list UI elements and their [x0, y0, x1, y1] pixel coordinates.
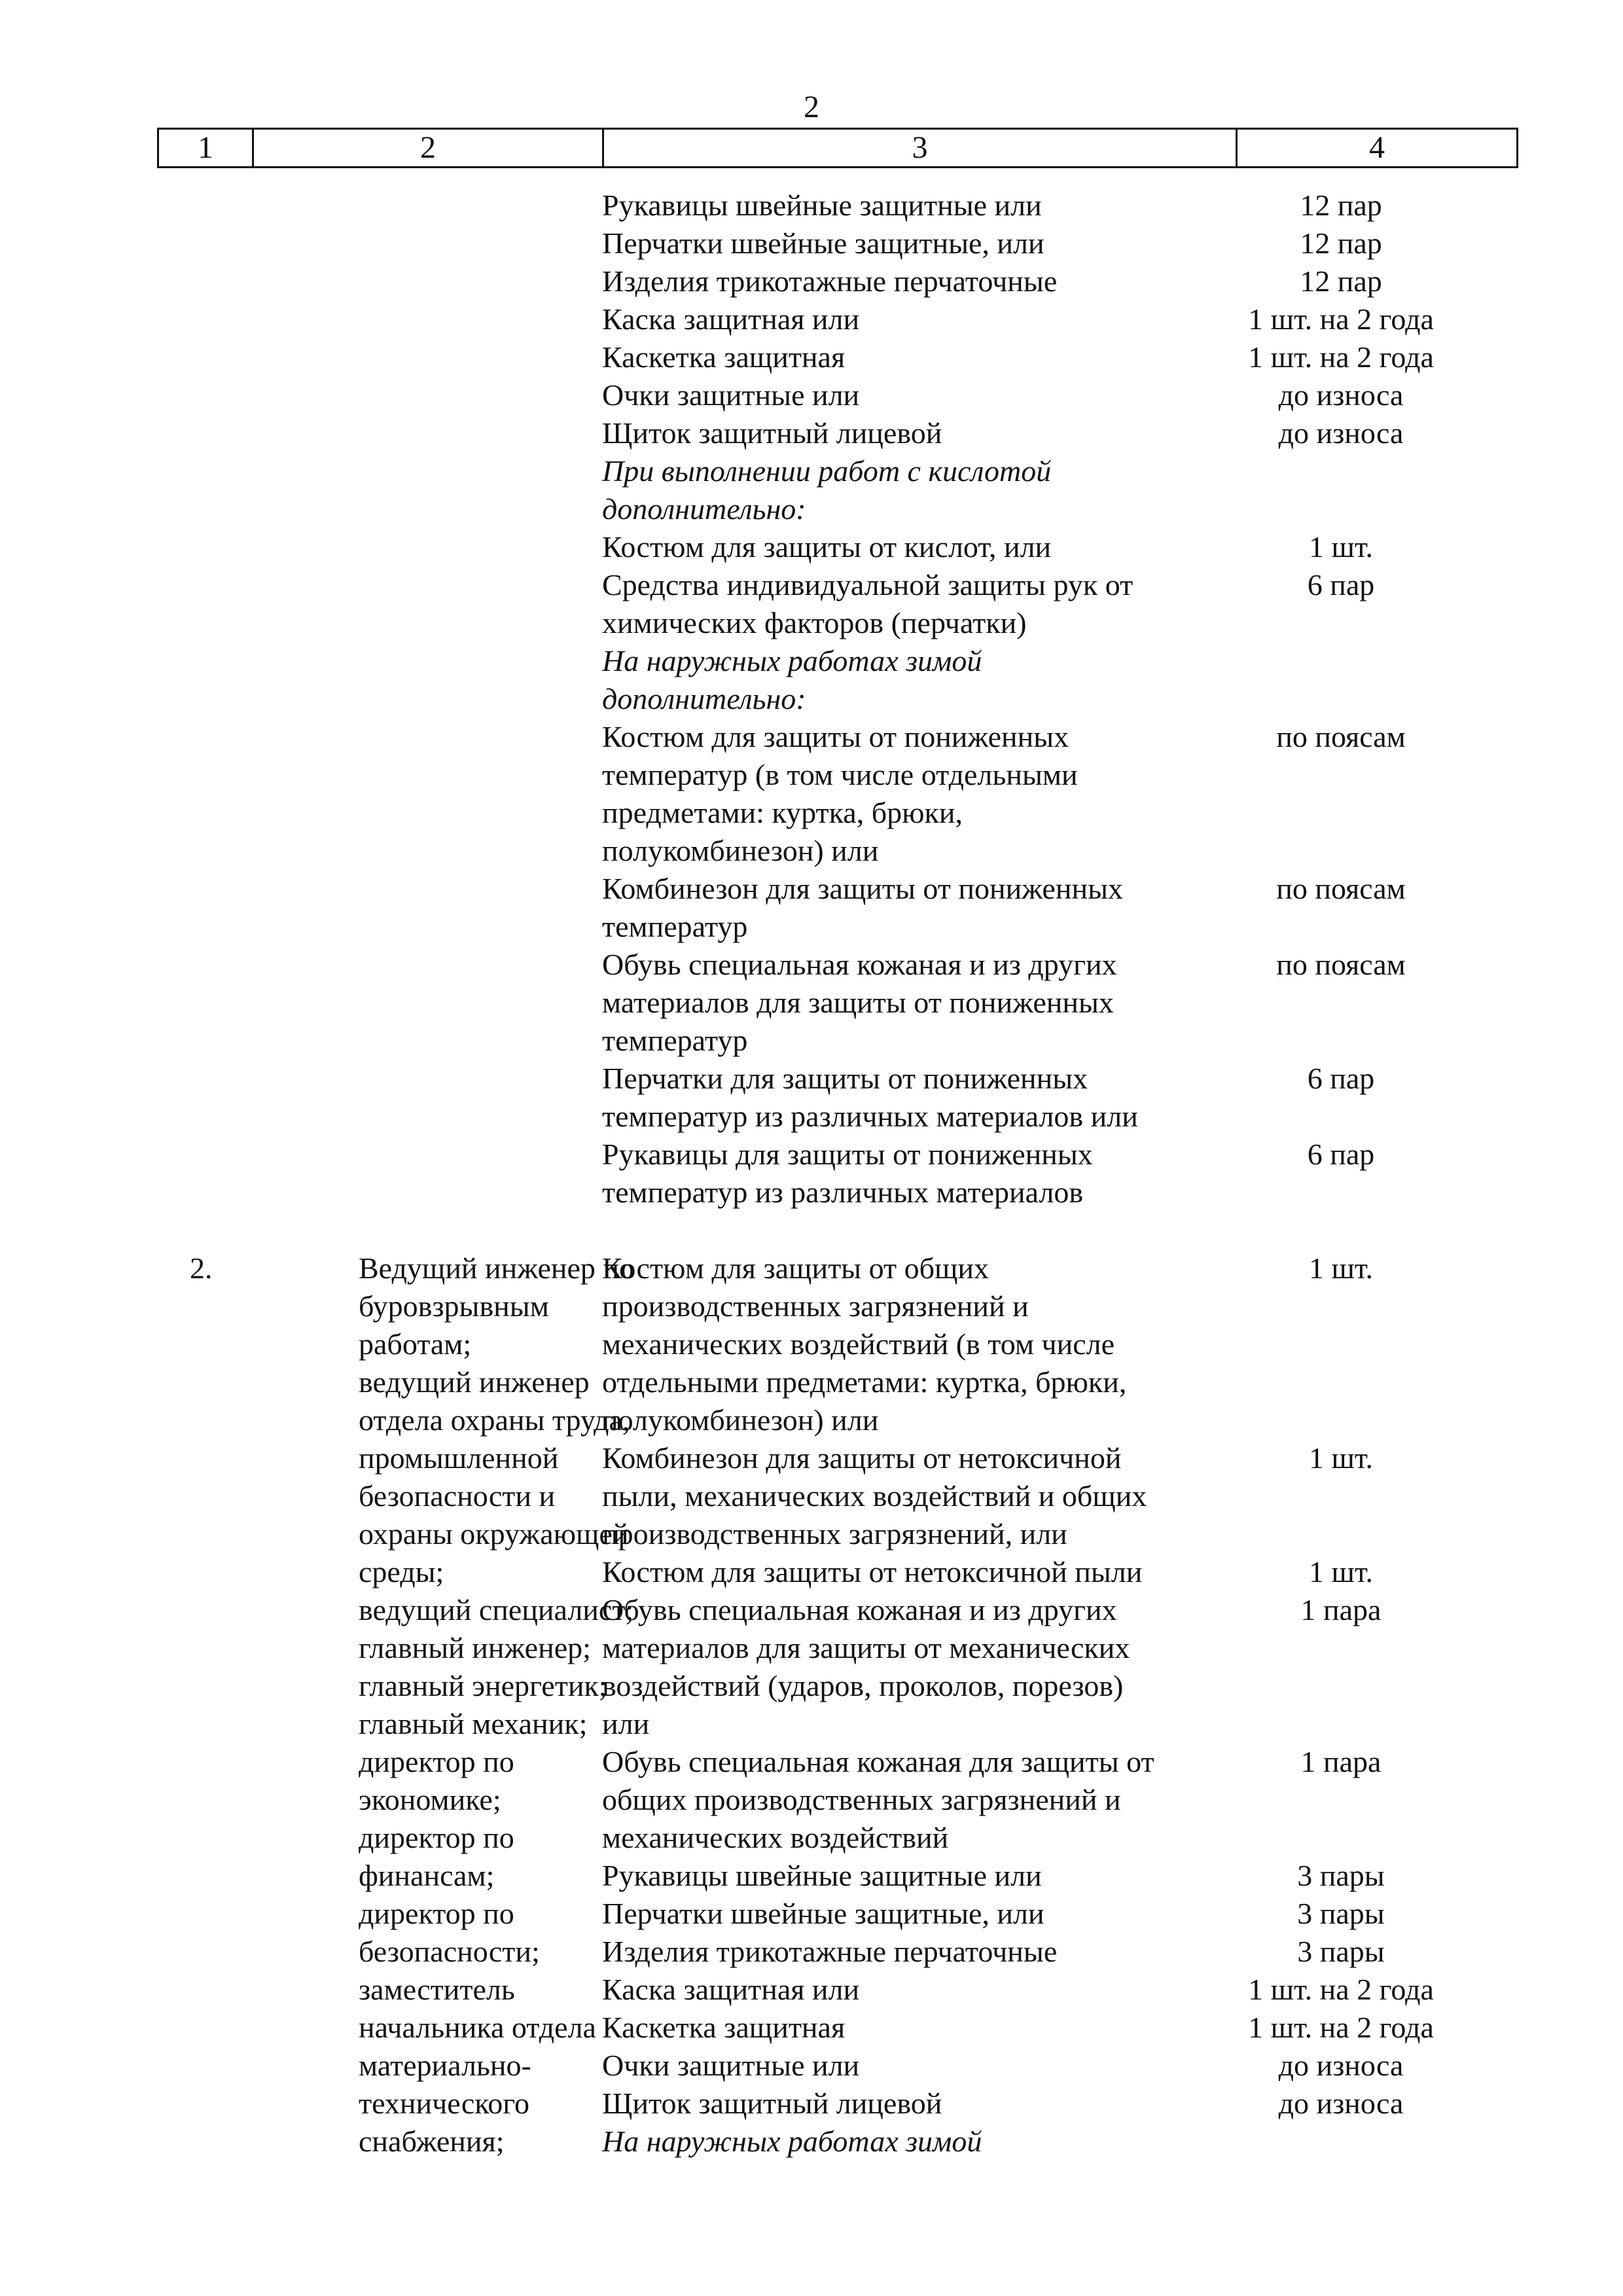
item-line: Комбинезон для защиты от нетоксичной — [602, 1441, 1122, 1475]
header-col-3: 3 — [604, 130, 1238, 166]
item-name — [602, 528, 1236, 566]
position-line: работам; — [359, 1327, 472, 1361]
item-line: Костюм для защиты от кислот, или — [602, 530, 1052, 564]
ppe-item — [602, 870, 1518, 946]
item-line: Костюм для защиты от пониженных — [602, 720, 1069, 753]
item-norm: 3 пары — [1297, 1897, 1385, 1930]
item-line: или — [602, 1707, 650, 1740]
item-line: температур из различных материалов или — [602, 1100, 1138, 1133]
item-norm: до износа — [1278, 2049, 1404, 2082]
item-name — [602, 1249, 1236, 1439]
ppe-item — [602, 2085, 1518, 2123]
ppe-item — [602, 2009, 1518, 2047]
item-line: Щиток защитный лицевой — [602, 2087, 942, 2120]
item-norm: по поясам — [1276, 720, 1406, 753]
item-norm: 1 шт. — [1308, 1555, 1374, 1588]
ppe-item — [602, 1136, 1518, 1211]
ppe-item — [602, 946, 1518, 1060]
item-name — [602, 566, 1236, 642]
subheading-line: На наружных работах зимой — [602, 644, 982, 677]
section-2-items — [602, 1249, 1518, 2161]
ppe-item — [602, 1553, 1518, 1591]
position-line: директор по — [359, 1821, 514, 1854]
item-name — [602, 1136, 1236, 1211]
ppe-item — [602, 1857, 1518, 1895]
item-name — [602, 1553, 1236, 1591]
subheading-line: дополнительно: — [602, 492, 806, 526]
page-number: 2 — [804, 90, 819, 124]
subheading-line: На наружных работах зимой — [602, 2125, 982, 2158]
item-line: механических воздействий (в том числе — [602, 1327, 1115, 1361]
section-1-wrap — [602, 187, 1518, 1211]
item-line: Каскетка защитная — [602, 2011, 846, 2044]
item-name — [602, 376, 1236, 414]
item-norm: 1 шт. на 2 года — [1248, 1973, 1434, 2006]
item-name — [602, 338, 1236, 376]
ppe-item — [602, 300, 1518, 338]
ppe-item — [602, 1249, 1518, 1439]
item-name — [602, 262, 1236, 300]
item-name — [602, 1933, 1236, 1971]
item-name — [602, 1439, 1236, 1553]
item-line: производственных загрязнений и — [602, 1289, 1029, 1323]
item-name — [602, 452, 1236, 528]
ppe-item — [602, 2047, 1518, 2085]
item-name — [602, 2047, 1236, 2085]
position-line: ведущий инженер — [359, 1365, 590, 1399]
section-1-items — [157, 187, 1518, 1211]
item-name — [602, 1591, 1236, 1743]
item-line: Щиток защитный лицевой — [602, 416, 942, 450]
position-line: директор по — [359, 1745, 514, 1778]
ppe-item — [602, 262, 1518, 300]
item-norm — [1236, 452, 1518, 528]
item-line: Костюм для защиты от нетоксичной пыли — [602, 1555, 1143, 1588]
item-norm: 1 шт. на 2 года — [1248, 302, 1434, 336]
ppe-item — [602, 1060, 1518, 1136]
item-norm: по поясам — [1276, 872, 1406, 905]
ppe-item — [602, 338, 1518, 376]
ppe-item — [602, 718, 1518, 870]
item-name — [602, 2009, 1236, 2047]
ppe-item — [602, 528, 1518, 566]
item-norm: 1 пара — [1300, 1745, 1382, 1778]
ppe-item — [602, 187, 1518, 224]
item-norm: 1 шт. — [1308, 1251, 1374, 1285]
item-norm: 1 пара — [1300, 1593, 1382, 1626]
item-line: полукомбинезон) или — [602, 1403, 879, 1437]
item-norm: 3 пары — [1297, 1935, 1385, 1968]
header-col-4: 4 — [1369, 130, 1385, 165]
item-line: Средства индивидуальной защиты рук от — [602, 568, 1133, 601]
section-gap — [157, 1211, 1518, 1249]
item-line: материалов для защиты от механических — [602, 1631, 1130, 1664]
ppe-item — [602, 2123, 1518, 2161]
item-line: Комбинезон для защиты от пониженных — [602, 872, 1123, 905]
item-line: Костюм для защиты от общих — [602, 1251, 990, 1285]
item-name — [602, 718, 1236, 870]
position-line: снабжения; — [359, 2125, 505, 2158]
item-line: температур — [602, 910, 748, 943]
item-line: Рукавицы швейные защитные или — [602, 1859, 1042, 1892]
item-name — [602, 2123, 1236, 2161]
item-line: температур из различных материалов — [602, 1175, 1084, 1209]
item-norm — [1236, 642, 1518, 718]
item-norm: 1 шт. на 2 года — [1248, 2011, 1434, 2044]
position-line: главный механик; — [359, 1707, 588, 1740]
item-norm: 6 пар — [1307, 1062, 1375, 1095]
item-name — [602, 2085, 1236, 2123]
ppe-item — [602, 1439, 1518, 1553]
item-name — [602, 946, 1236, 1060]
table-header — [157, 128, 1518, 168]
position-line: безопасности; — [359, 1935, 540, 1968]
item-line: Каска защитная или — [602, 1973, 860, 2006]
item-line: Рукавицы для защиты от пониженных — [602, 1138, 1093, 1171]
ppe-item — [602, 452, 1518, 528]
position-line: среды; — [359, 1555, 444, 1588]
item-name — [602, 1743, 1236, 1857]
position-line: финансам; — [359, 1859, 495, 1892]
item-line: Каскетка защитная — [602, 340, 846, 374]
position-line: технического — [359, 2087, 529, 2120]
item-norm: 6 пар — [1307, 568, 1375, 601]
item-line: Изделия трикотажные перчаточные — [602, 1935, 1058, 1968]
item-norm: 12 пар — [1300, 264, 1382, 298]
ppe-item — [602, 1743, 1518, 1857]
item-line: Обувь специальная кожаная и из других — [602, 948, 1117, 981]
item-norm: 3 пары — [1297, 1859, 1385, 1892]
ppe-item — [602, 566, 1518, 642]
item-name — [602, 1857, 1236, 1895]
subheading-line: дополнительно: — [602, 682, 806, 715]
item-norm: до износа — [1278, 416, 1404, 450]
item-line: отдельными предметами: куртка, брюки, — [602, 1365, 1127, 1399]
position-line: отдела охраны труда, — [359, 1403, 630, 1437]
item-line: Перчатки швейные защитные, или — [602, 226, 1044, 260]
item-norm: 12 пар — [1300, 226, 1382, 260]
position-line: ведущий специалист; — [359, 1593, 634, 1626]
row-number: 2. — [190, 1251, 213, 1285]
item-line: температур (в том числе отдельными — [602, 758, 1078, 791]
item-line: Перчатки швейные защитные, или — [602, 1897, 1044, 1930]
item-norm: 1 шт. на 2 года — [1248, 340, 1434, 374]
item-name — [602, 870, 1236, 946]
ppe-item — [602, 642, 1518, 718]
ppe-item — [602, 224, 1518, 262]
item-norm: по поясам — [1276, 948, 1406, 981]
item-line: Обувь специальная кожаная и из других — [602, 1593, 1117, 1626]
item-line: температур — [602, 1024, 748, 1057]
ppe-item — [602, 1895, 1518, 1933]
ppe-item — [602, 414, 1518, 452]
position-line: заместитель — [359, 1973, 515, 2006]
ppe-item — [602, 1933, 1518, 1971]
item-name — [602, 642, 1236, 718]
position-line: начальника отдела — [359, 2011, 596, 2044]
item-line: воздействий (ударов, проколов, порезов) — [602, 1669, 1124, 1702]
item-name — [602, 300, 1236, 338]
item-line: механических воздействий — [602, 1821, 949, 1854]
item-norm: 12 пар — [1300, 188, 1382, 222]
item-line: Обувь специальная кожаная для защиты от — [602, 1745, 1154, 1778]
item-name — [602, 1060, 1236, 1136]
subheading-line: При выполнении работ с кислотой — [602, 454, 1052, 488]
item-line: предметами: куртка, брюки, — [602, 796, 963, 829]
position-line: главный энергетик; — [359, 1669, 607, 1702]
item-line: пыли, механических воздействий и общих — [602, 1479, 1147, 1513]
position-line: материально- — [359, 2049, 531, 2082]
item-line: Каска защитная или — [602, 302, 860, 336]
position-line: экономике; — [359, 1783, 501, 1816]
item-line: химических факторов (перчатки) — [602, 606, 1027, 639]
header-col-1: 1 — [159, 130, 254, 166]
item-line: Перчатки для защиты от пониженных — [602, 1062, 1088, 1095]
table-body — [157, 187, 1518, 2161]
position-line: охраны окружающей — [359, 1517, 629, 1551]
item-norm: до износа — [1278, 378, 1404, 412]
item-name — [602, 187, 1236, 224]
item-norm: 1 шт. — [1308, 1441, 1374, 1475]
item-line: производственных загрязнений, или — [602, 1517, 1067, 1551]
position-line: промышленной — [359, 1441, 559, 1475]
ppe-item — [602, 1591, 1518, 1743]
item-line: материалов для защиты от пониженных — [602, 986, 1114, 1019]
position-line: буровзрывным — [359, 1289, 549, 1323]
position-line: главный инженер; — [359, 1631, 591, 1664]
item-line: общих производственных загрязнений и — [602, 1783, 1121, 1816]
position-line: безопасности и — [359, 1479, 556, 1513]
item-line: Изделия трикотажные перчаточные — [602, 264, 1058, 298]
item-norm: до износа — [1278, 2087, 1404, 2120]
item-line: полукомбинезон) или — [602, 834, 879, 867]
ppe-item — [602, 376, 1518, 414]
item-line: Очки защитные или — [602, 378, 860, 412]
item-name — [602, 1895, 1236, 1933]
section-2-row — [157, 1249, 1518, 2161]
position-line: директор по — [359, 1897, 514, 1930]
position-line: Ведущий инженер по — [359, 1251, 635, 1285]
ppe-item — [602, 1971, 1518, 2009]
item-name — [602, 414, 1236, 452]
item-line: Очки защитные или — [602, 2049, 860, 2082]
item-name — [602, 224, 1236, 262]
item-norm — [1236, 2123, 1518, 2161]
item-norm: 1 шт. — [1308, 530, 1374, 564]
item-line: Рукавицы швейные защитные или — [602, 188, 1042, 222]
item-name — [602, 1971, 1236, 2009]
item-norm: 6 пар — [1307, 1138, 1375, 1171]
header-col-2: 2 — [254, 130, 604, 166]
